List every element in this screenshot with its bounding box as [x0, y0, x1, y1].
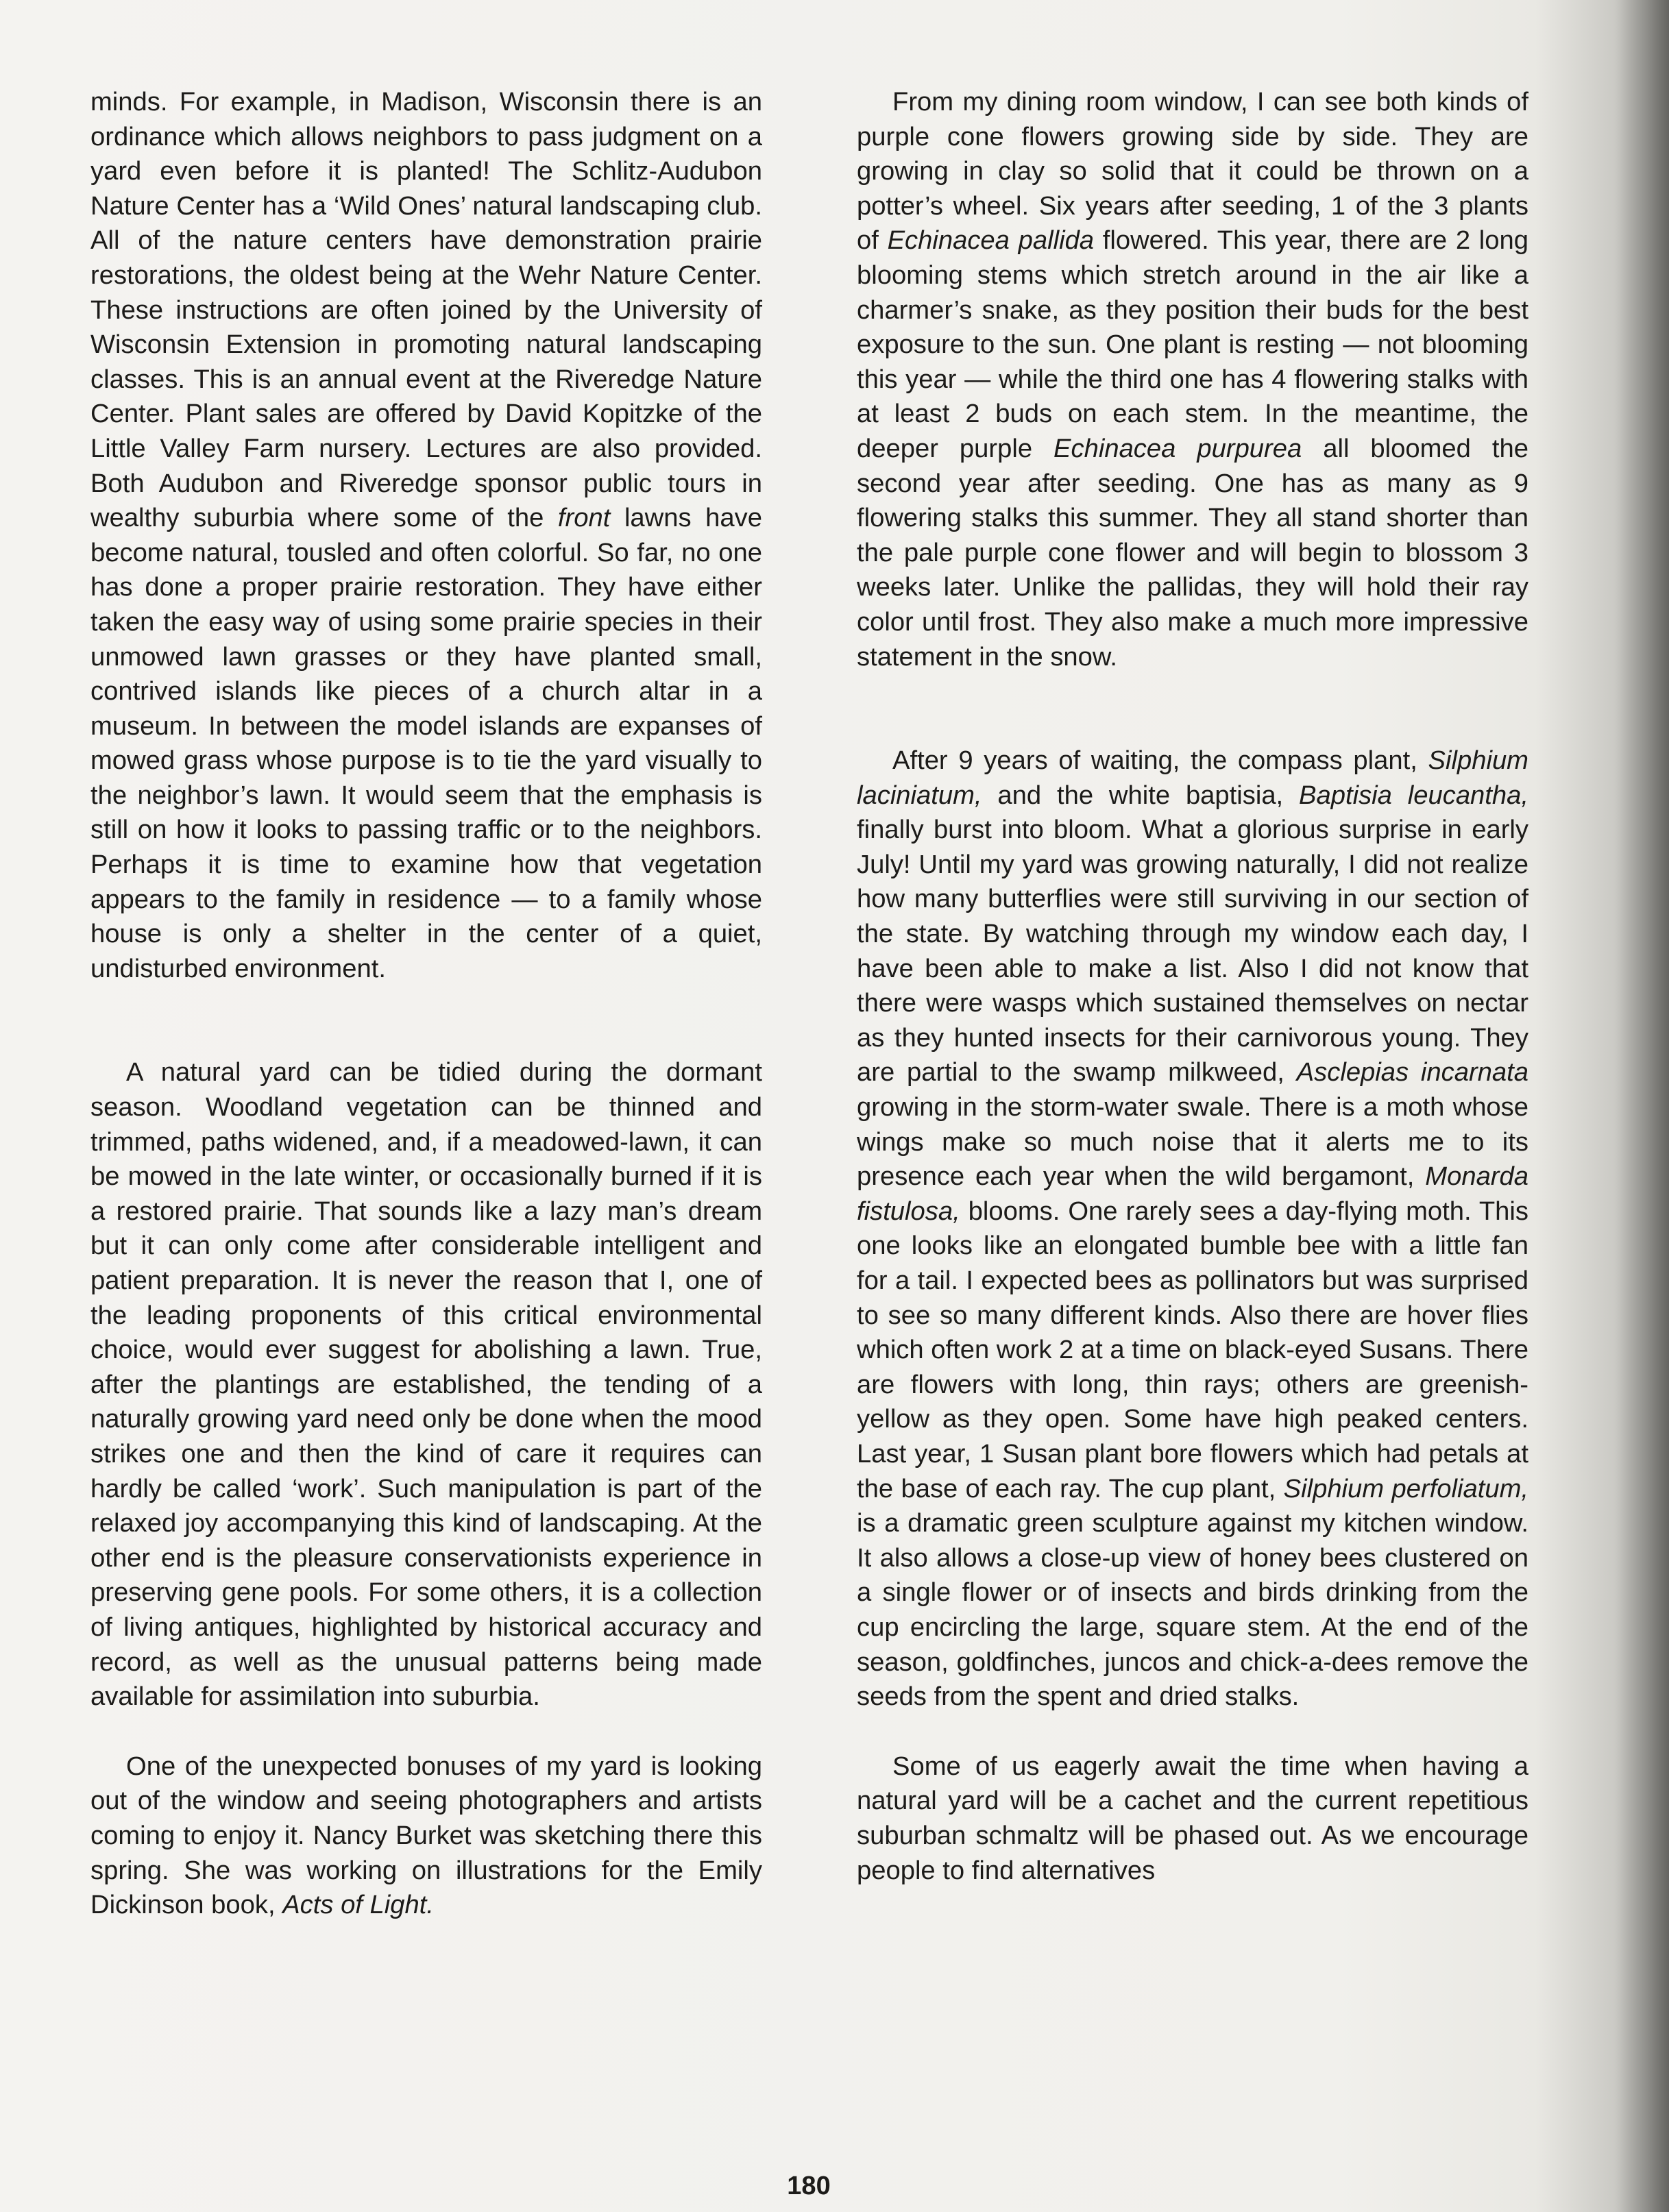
italic-text-run: Acts of Light.	[282, 1890, 434, 1920]
italic-text-run: Asclepias incarnata	[1296, 1057, 1529, 1087]
italic-text-run: front	[557, 503, 611, 533]
binding-shadow	[1614, 0, 1669, 2212]
text-run: From my dining room window, I can see both kinds of purple cone flowers growing side by side. They are growing in clay so solid that it could be thrown on a potter’s wheel. Six years after seeding, 1 of the 3 plants of	[857, 87, 1528, 256]
text-run: flowered. This year, there are 2 long blooming stems which stretch around in the air like a charmer’s snake, as they position their buds for the best exposure to the sun. One plant is resting — not blooming this year — while the third one has 4 flowering stalks with at least 2 buds on each stem. In the meantime, the deeper purple	[857, 225, 1528, 463]
page-number: 180	[787, 2172, 831, 2200]
italic-text-run: Echinacea purpurea	[1053, 433, 1302, 463]
left-paragraph-1	[90, 85, 762, 986]
text-run: blooms. One rarely sees a day-flying moth. This one looks like an elongated bumble bee with a little fan for a tail. I expected bees as pollinators but was surprised to see so many different kinds. Also there are hover flies which often work 2 at a time on black-eyed Susans. There are flowers with long, thin rays; others are greenish-yellow as they open. Some have high peaked centers. Last year, 1 Susan plant bore flowers which had petals at the base of each ray. The cup plant,	[857, 1196, 1528, 1503]
right-paragraph-1	[857, 85, 1528, 674]
text-run: is a dramatic green sculpture against my kitchen window. It also allows a close-up view of honey bees clustered on a single flower or of insects and birds drinking from the cup encircling the large, square stem. At the end of the season, goldfinches, juncos and chick-a-dees remove the seeds from the spent and dried stalks.	[857, 1508, 1528, 1712]
text-run: finally burst into bloom. What a glorious surprise in early July! Until my yard was growing naturally, I did not realize how many butterflies were still surviving in our section of the state. By watching through my window each day, I have been able to make a list. Also I did not know that there were wasps which sustained themselves on nectar as they hunted insects for their carnivorous young. They are partial to the swamp milkweed,	[857, 815, 1528, 1087]
paragraph-gap	[90, 986, 762, 1055]
paragraph-gap	[90, 1715, 762, 1749]
right-paragraph-3	[857, 1749, 1528, 1888]
left-paragraph-3	[90, 1749, 762, 1923]
text-run: A natural yard can be tidied during the dormant season. Woodland vegetation can be thinned and trimmed, paths widened, and, if a meadowed-lawn, it can be mowed in the late winter, or occasionally burned if it is a restored prairie. That sounds like a lazy man’s dream but it can only come after considerable intelligent and patient preparation. It is never the reason that I, one of the leading proponents of this critical environmental choice, would ever suggest for abolishing a lawn. True, after the plantings are established, the tending of a naturally growing yard need only be done when the mood strikes one and then the kind of care it requires can hardly be called ‘work’. Such manipulation is part of the relaxed joy accompanying this kind of landscaping. At the other end is the pleasure conservationists experience in preserving gene pools. For some others, it is a collection of living antiques, highlighted by historical accuracy and record, as well as the unusual patterns being made available for assimilation into suburbia.	[90, 1057, 762, 1712]
italic-text-run: Baptisia leucantha,	[1299, 780, 1528, 810]
text-run: After 9 years of waiting, the compass plant,	[892, 746, 1428, 776]
left-column	[90, 85, 762, 1923]
paragraph-gap	[857, 1715, 1528, 1749]
italic-text-run: Monarda fistulosa,	[857, 1162, 1528, 1226]
text-run: Some of us eagerly await the time when having a natural yard will be a cachet and the current repetitious suburban schmaltz will be phased out. As we encourage people to find alternatives	[857, 1751, 1528, 1885]
italic-text-run: Silphium perfoliatum,	[1283, 1473, 1528, 1503]
text-run: all bloomed the second year after seeding. One has as many as 9 flowering stalks this summer. They all stand shorter than the pale purple cone flower and will begin to blossom 3 weeks later. Unlike the pallidas, they will hold their ray color until frost. They also make a much more impressive statement in the snow.	[857, 433, 1528, 672]
right-paragraph-2	[857, 744, 1528, 1715]
right-column	[857, 85, 1528, 1888]
text-run: growing in the storm-water swale. There is a moth whose wings make so much noise that it alerts me to its presence each year when the wild bergamont,	[857, 1092, 1528, 1192]
text-run: lawns have become natural, tousled and often colorful. So far, no one has done a proper prairie restoration. They have either taken the easy way of using some prairie species in their unmowed lawn grasses or they have planted small, contrived islands like pieces of a church altar in a museum. In between the model islands are expanses of mowed grass whose purpose is to tie the yard visually to the neighbor’s lawn. It would seem that the emphasis is still on how it looks to passing traffic or to the neighbors. Perhaps it is time to examine how that vegetation appears to the family in residence — to a family whose house is only a shelter in the center of a quiet, undisturbed environment.	[90, 503, 762, 983]
italic-text-run: Silphium laciniatum,	[857, 746, 1528, 810]
italic-text-run: Echinacea pallida	[887, 225, 1095, 256]
text-run: and the white baptisia,	[982, 780, 1300, 810]
text-run: One of the unexpected bonuses of my yard is looking out of the window and seeing photographers and artists coming to enjoy it. Nancy Burket was sketching there this spring. She was working on illustrations for the Emily Dickinson book,	[90, 1751, 762, 1920]
paragraph-gap	[857, 674, 1528, 744]
text-run: minds. For example, in Madison, Wisconsin there is an ordinance which allows neighbors to pass judgment on a yard even before it is planted! The Schlitz-Audubon Nature Center has a ‘Wild Ones’ natural landscaping club. All of the nature centers have demonstration prairie restorations, the oldest being at the Wehr Nature Center. These instructions are often joined by the University of Wisconsin Extension in promoting natural landscaping classes. This is an annual event at the Riveredge Nature Center. Plant sales are offered by David Kopitzke of the Little Valley Farm nursery. Lectures are also provided. Both Audubon and Riveredge sponsor public tours in wealthy suburbia where some of the	[90, 87, 762, 533]
left-paragraph-2	[90, 1055, 762, 1714]
